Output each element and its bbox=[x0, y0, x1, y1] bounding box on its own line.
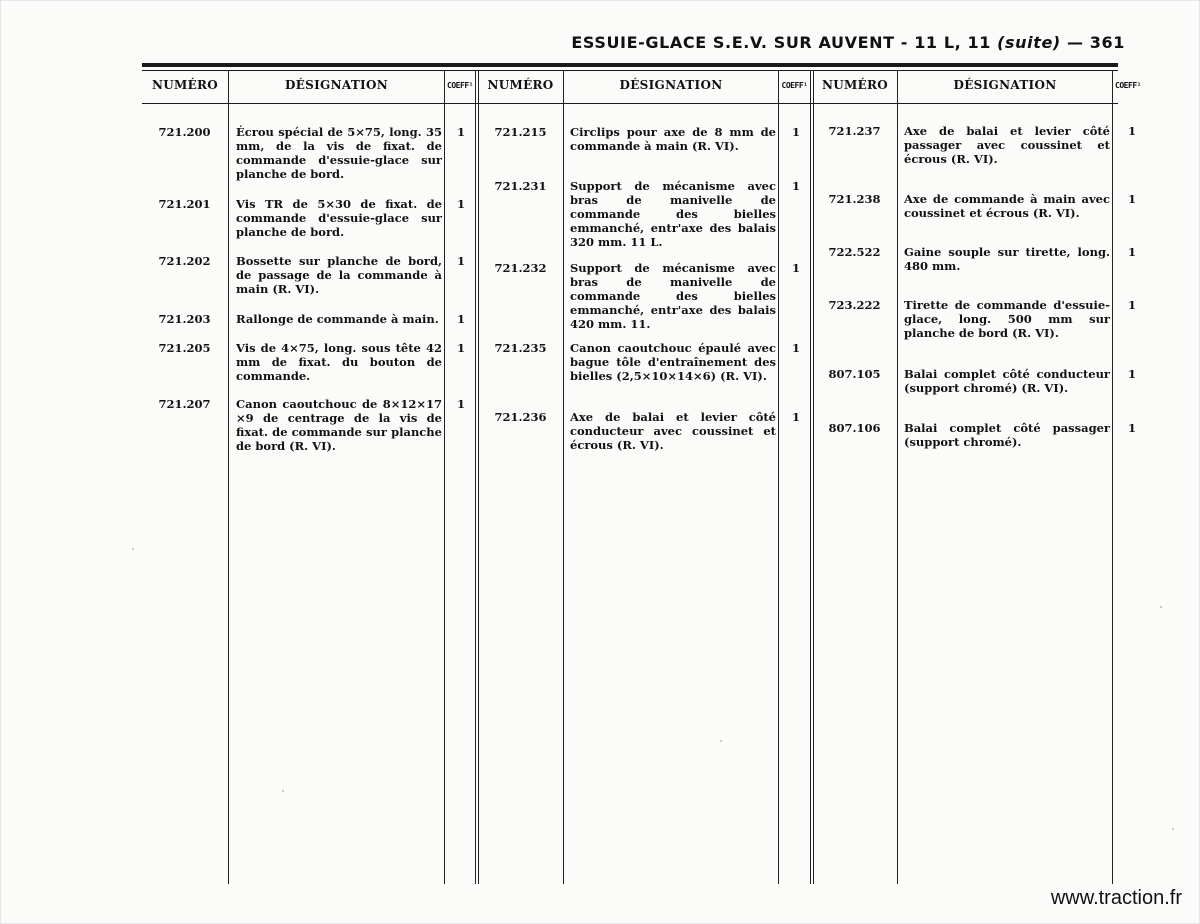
part-quantity: 1 bbox=[456, 197, 465, 211]
part-number: 722.522 bbox=[828, 245, 881, 259]
part-number: 721.236 bbox=[494, 410, 547, 424]
column-divider bbox=[228, 70, 229, 884]
part-number: 721.203 bbox=[158, 312, 211, 326]
part-quantity: 1 bbox=[1127, 367, 1136, 381]
section-suite: (suite) bbox=[997, 33, 1061, 52]
column-divider bbox=[475, 70, 476, 884]
part-quantity: 1 bbox=[456, 341, 465, 355]
part-number: 807.106 bbox=[828, 421, 881, 435]
part-number: 721.201 bbox=[158, 197, 211, 211]
part-number: 721.235 bbox=[494, 341, 547, 355]
scan-speck bbox=[1172, 828, 1174, 830]
col3-numero-header: NUMÉRO bbox=[821, 78, 889, 92]
scan-speck bbox=[282, 790, 284, 792]
part-quantity: 1 bbox=[1127, 192, 1136, 206]
part-quantity: 1 bbox=[791, 410, 800, 424]
part-designation: Tirette de commande d'essuie-glace, long. 500 mm sur planche de bord (R. VI). bbox=[904, 298, 1110, 340]
scan-speck bbox=[720, 740, 722, 742]
part-quantity: 1 bbox=[1127, 421, 1136, 435]
part-quantity: 1 bbox=[1127, 245, 1136, 259]
part-designation: Support de mécanisme avec bras de manivelle de commande des bielles emmanché, entr'axe des balais 420 mm. 11. bbox=[570, 261, 776, 331]
col1-designation-header: DÉSIGNATION bbox=[285, 78, 388, 92]
part-designation: Axe de balai et levier côté conducteur avec coussinet et écrous (R. VI). bbox=[570, 410, 776, 452]
page-number: — 361 bbox=[1067, 33, 1125, 52]
part-number: 721.202 bbox=[158, 254, 211, 268]
column-divider bbox=[810, 70, 811, 884]
part-quantity: 1 bbox=[1127, 298, 1136, 312]
part-quantity: 1 bbox=[791, 341, 800, 355]
column-divider bbox=[563, 70, 564, 884]
page-header bbox=[571, 33, 1125, 52]
part-designation: Axe de commande à main avec coussinet et écrous (R. VI). bbox=[904, 192, 1110, 220]
part-designation: Vis de 4×75, long. sous tête 42 mm de fixat. du bouton de commande. bbox=[236, 341, 442, 383]
part-designation: Écrou spécial de 5×75, long. 35 mm, de la vis de fixat. de commande d'essuie-glace sur planche de bord. bbox=[236, 125, 442, 181]
col1-coeff-header: COEFF¹ bbox=[447, 81, 473, 90]
column-divider bbox=[1112, 70, 1113, 884]
header-rule-thin bbox=[142, 70, 1118, 71]
header-rule-thick bbox=[142, 63, 1118, 67]
part-number: 721.200 bbox=[158, 125, 211, 139]
part-designation: Circlips pour axe de 8 mm de commande à main (R. VI). bbox=[570, 125, 776, 153]
part-quantity: 1 bbox=[791, 261, 800, 275]
col2-coeff-header: COEFF¹ bbox=[781, 81, 808, 90]
part-quantity: 1 bbox=[456, 397, 465, 411]
part-designation: Canon caoutchouc épaulé avec bague tôle d'entraînement des bielles (2,5×10×14×6) (R. VI). bbox=[570, 341, 776, 383]
part-designation: Support de mécanisme avec bras de manivelle de commande des bielles emmanché, entr'axe des balais 320 mm. 11 L. bbox=[570, 179, 776, 249]
part-designation: Canon caoutchouc de 8×12×17 ×9 de centrage de la vis de fixat. de commande sur planche de bord (R. VI). bbox=[236, 397, 442, 453]
column-divider bbox=[897, 70, 898, 884]
scan-speck bbox=[132, 548, 134, 550]
part-quantity: 1 bbox=[1127, 124, 1136, 138]
part-number: 807.105 bbox=[828, 367, 881, 381]
column-header-rule bbox=[142, 103, 1118, 104]
part-designation: Bossette sur planche de bord, de passage de la commande à main (R. VI). bbox=[236, 254, 442, 296]
col3-designation-header: DÉSIGNATION bbox=[953, 78, 1057, 92]
part-number: 721.231 bbox=[494, 179, 547, 193]
part-designation: Vis TR de 5×30 de fixat. de commande d'essuie-glace sur planche de bord. bbox=[236, 197, 442, 239]
part-number: 721.207 bbox=[158, 397, 211, 411]
part-number: 721.205 bbox=[158, 341, 211, 355]
section-title: ESSUIE-GLACE S.E.V. SUR AUVENT - 11 L, 11 bbox=[571, 33, 991, 52]
column-divider bbox=[778, 70, 779, 884]
part-number: 723.222 bbox=[828, 298, 881, 312]
part-number: 721.237 bbox=[828, 124, 881, 138]
site-watermark: www.traction.fr bbox=[1050, 887, 1182, 909]
column-divider bbox=[444, 70, 445, 884]
col2-designation-header: DÉSIGNATION bbox=[619, 78, 723, 92]
part-number: 721.232 bbox=[494, 261, 547, 275]
part-quantity: 1 bbox=[456, 125, 465, 139]
part-designation: Rallonge de commande à main. bbox=[236, 312, 439, 326]
part-quantity: 1 bbox=[456, 254, 465, 268]
part-designation: Axe de balai et levier côté passager avec coussinet et écrous (R. VI). bbox=[904, 124, 1110, 166]
part-quantity: 1 bbox=[791, 125, 800, 139]
part-designation: Balai complet côté passager (support chromé). bbox=[904, 421, 1110, 449]
part-designation: Balai complet côté conducteur (support chromé) (R. VI). bbox=[904, 367, 1110, 395]
part-number: 721.215 bbox=[494, 125, 547, 139]
col3-coeff-header: COEFF¹ bbox=[1115, 81, 1141, 90]
col1-numero-header: NUMÉRO bbox=[151, 78, 219, 92]
part-number: 721.238 bbox=[828, 192, 881, 206]
part-quantity: 1 bbox=[456, 312, 465, 326]
part-designation: Gaine souple sur tirette, long. 480 mm. bbox=[904, 245, 1110, 273]
col2-numero-header: NUMÉRO bbox=[487, 78, 554, 92]
scan-speck bbox=[1160, 606, 1162, 608]
part-quantity: 1 bbox=[791, 179, 800, 193]
